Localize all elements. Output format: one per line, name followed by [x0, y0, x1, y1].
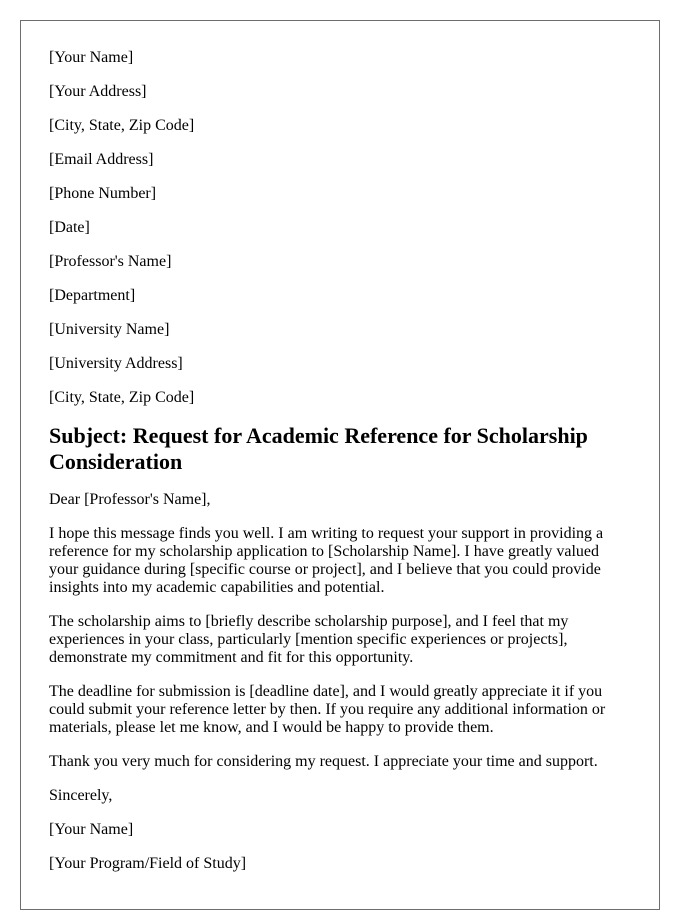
signature-program: [Your Program/Field of Study]: [49, 855, 247, 872]
closing: Sincerely,: [49, 787, 113, 804]
recipient-name: [Professor's Name]: [49, 253, 172, 270]
recipient-department: [Department]: [49, 287, 136, 304]
body-paragraph-3: The deadline for submission is [deadline date], and I would greatly appreciate it if you could submit your reference letter by then. If you require any additional information or materials, please let me know, and I would be happy to provide them.: [49, 683, 606, 736]
recipient-university: [University Name]: [49, 321, 170, 338]
sender-phone: [Phone Number]: [49, 185, 157, 202]
signature-name: [Your Name]: [49, 821, 134, 838]
sender-email: [Email Address]: [49, 151, 154, 168]
recipient-city-state-zip: [City, State, Zip Code]: [49, 389, 195, 406]
recipient-university-address: [University Address]: [49, 355, 183, 372]
body-paragraph-1: I hope this message finds you well. I am writing to request your support in providing a reference for my scholarship application to [Scholarship Name]. I have greatly valued your guidance during [specific course or project], and I believe that you could provide insights into my academic capabilities and potential.: [49, 525, 604, 596]
body-paragraph-2: The scholarship aims to [briefly describe scholarship purpose], and I feel that my experiences in your class, particularly [mention specific experiences or projects], demonstrate my commitment and fit for this opportunity.: [49, 613, 569, 666]
sender-name: [Your Name]: [49, 49, 134, 66]
sender-city-state-zip: [City, State, Zip Code]: [49, 117, 195, 134]
salutation: Dear [Professor's Name],: [49, 491, 211, 508]
letter-date: [Date]: [49, 219, 90, 236]
subject-heading: Subject: Request for Academic Reference for Scholarship Consideration: [49, 423, 588, 474]
body-paragraph-4: Thank you very much for considering my request. I appreciate your time and support.: [49, 753, 598, 770]
sender-address: [Your Address]: [49, 83, 147, 100]
letter-page: [20, 20, 660, 910]
